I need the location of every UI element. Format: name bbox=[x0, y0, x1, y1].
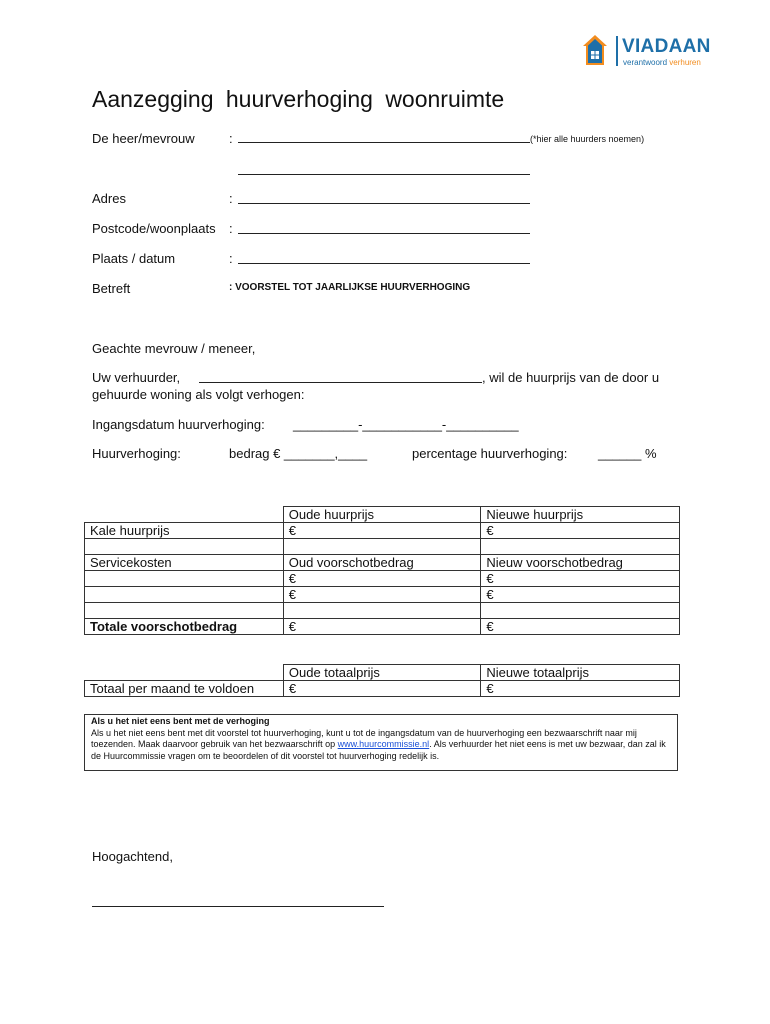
field-line-postcode[interactable] bbox=[238, 233, 530, 234]
field-colon-postcode: : bbox=[229, 221, 233, 236]
servicekosten-label: Servicekosten bbox=[85, 555, 284, 571]
greeting: Geachte mevrouw / meneer, bbox=[92, 341, 256, 356]
header-nieuwe-huurprijs: Nieuwe huurprijs bbox=[481, 507, 680, 523]
totaalprijs-table bbox=[84, 664, 680, 697]
table-row bbox=[85, 539, 680, 555]
bezwaar-infobox bbox=[84, 714, 678, 771]
ingang-label: Ingangsdatum huurverhoging: bbox=[92, 417, 265, 432]
field-line-heer-2[interactable] bbox=[238, 174, 530, 175]
letter-line1-end: , wil de huurprijs van de door u bbox=[482, 370, 660, 385]
totaal-old[interactable]: € bbox=[283, 681, 481, 697]
field-colon-plaats: : bbox=[229, 251, 233, 266]
logo-divider bbox=[616, 36, 618, 66]
field-label-postcode: Postcode/woonplaats bbox=[92, 221, 216, 236]
field-label-betreft: Betreft bbox=[92, 281, 131, 296]
logo-tagline: verantwoord verhuren bbox=[623, 58, 701, 67]
huurprijs-table bbox=[84, 506, 680, 635]
viadaan-logo bbox=[582, 34, 722, 68]
field-note-heer: (*hier alle huurders noemen) bbox=[530, 134, 645, 144]
percentage-label: percentage huurverhoging: bbox=[412, 446, 568, 461]
field-label-heer: De heer/mevrouw bbox=[92, 131, 195, 146]
header-nieuwe-totaalprijs: Nieuwe totaalprijs bbox=[481, 665, 680, 681]
header-oude-totaalprijs: Oude totaalprijs bbox=[283, 665, 481, 681]
logo-name: VIADAAN bbox=[622, 36, 711, 57]
field-line-heer[interactable] bbox=[238, 142, 530, 143]
betreft-value: : VOORSTEL TOT JAARLIJKSE HUURVERHOGING bbox=[229, 282, 471, 293]
infobox-text: Als u het niet eens bent met dit voorstel tot huurverhoging, kunt u tot de ingangsdatum van de huurverhoging een bezwaarschrift naar mij toezenden. Maak daarvoor gebruik van het bezwaarschrift op www.huurcommissie.nl. Als verhuurder het niet eens is met uw bezwaar, dan zal ik de Huurcommissie vragen om te beoordelen of dit voorstel tot huurverhoging redelijk is. bbox=[91, 727, 666, 761]
closing: Hoogachtend, bbox=[92, 849, 173, 864]
huurcommissie-link[interactable]: www.huurcommissie.nl bbox=[337, 739, 430, 749]
totaal-new[interactable]: € bbox=[481, 681, 680, 697]
field-line-adres[interactable] bbox=[238, 203, 530, 204]
voorschot-new[interactable]: € bbox=[481, 571, 680, 587]
header-oude-huurprijs: Oude huurprijs bbox=[283, 507, 481, 523]
field-colon-heer: : bbox=[229, 131, 233, 146]
kale-huurprijs-label: Kale huurprijs bbox=[85, 523, 284, 539]
totaal-voorschot-new[interactable]: € bbox=[481, 619, 680, 635]
table-row bbox=[85, 587, 680, 603]
signature-line[interactable] bbox=[92, 906, 384, 907]
document-title: Aanzegging huurverhoging woonruimte bbox=[92, 86, 505, 112]
header-oud-voorschot: Oud voorschotbedrag bbox=[283, 555, 481, 571]
table-row bbox=[85, 507, 680, 523]
verhuurder-line[interactable] bbox=[199, 382, 482, 383]
header-nieuw-voorschot: Nieuw voorschotbedrag bbox=[481, 555, 680, 571]
table-row bbox=[85, 603, 680, 619]
table-row bbox=[85, 665, 680, 681]
percentage-field[interactable]: ______ % bbox=[598, 446, 657, 461]
table-row bbox=[85, 523, 680, 539]
field-label-adres: Adres bbox=[92, 191, 126, 206]
table-row bbox=[85, 571, 680, 587]
voorschot-old[interactable]: € bbox=[283, 571, 481, 587]
totaal-voorschot-label: Totale voorschotbedrag bbox=[85, 619, 284, 635]
field-label-plaats: Plaats / datum bbox=[92, 251, 176, 266]
infobox-heading: Als u het niet eens bent met de verhoging bbox=[91, 716, 270, 726]
kale-huurprijs-old[interactable]: € bbox=[283, 523, 481, 539]
field-line-plaats[interactable] bbox=[238, 263, 530, 264]
ingang-blank[interactable]: _________-___________-__________ bbox=[293, 417, 519, 432]
bedrag-field[interactable]: bedrag € _______,____ bbox=[229, 446, 368, 461]
totaal-per-maand-label: Totaal per maand te voldoen bbox=[85, 681, 284, 697]
table-row bbox=[85, 619, 680, 635]
table-row bbox=[85, 555, 680, 571]
house-icon bbox=[582, 34, 608, 66]
verhoging-label: Huurverhoging: bbox=[92, 446, 181, 461]
kale-huurprijs-new[interactable]: € bbox=[481, 523, 680, 539]
table-row bbox=[85, 681, 680, 697]
voorschot-old[interactable]: € bbox=[283, 587, 481, 603]
letter-line1-start: Uw verhuurder, bbox=[92, 370, 181, 385]
totaal-voorschot-old[interactable]: € bbox=[283, 619, 481, 635]
voorschot-new[interactable]: € bbox=[481, 587, 680, 603]
letter-line2: gehuurde woning als volgt verhogen: bbox=[92, 387, 305, 402]
field-colon-adres: : bbox=[229, 191, 233, 206]
